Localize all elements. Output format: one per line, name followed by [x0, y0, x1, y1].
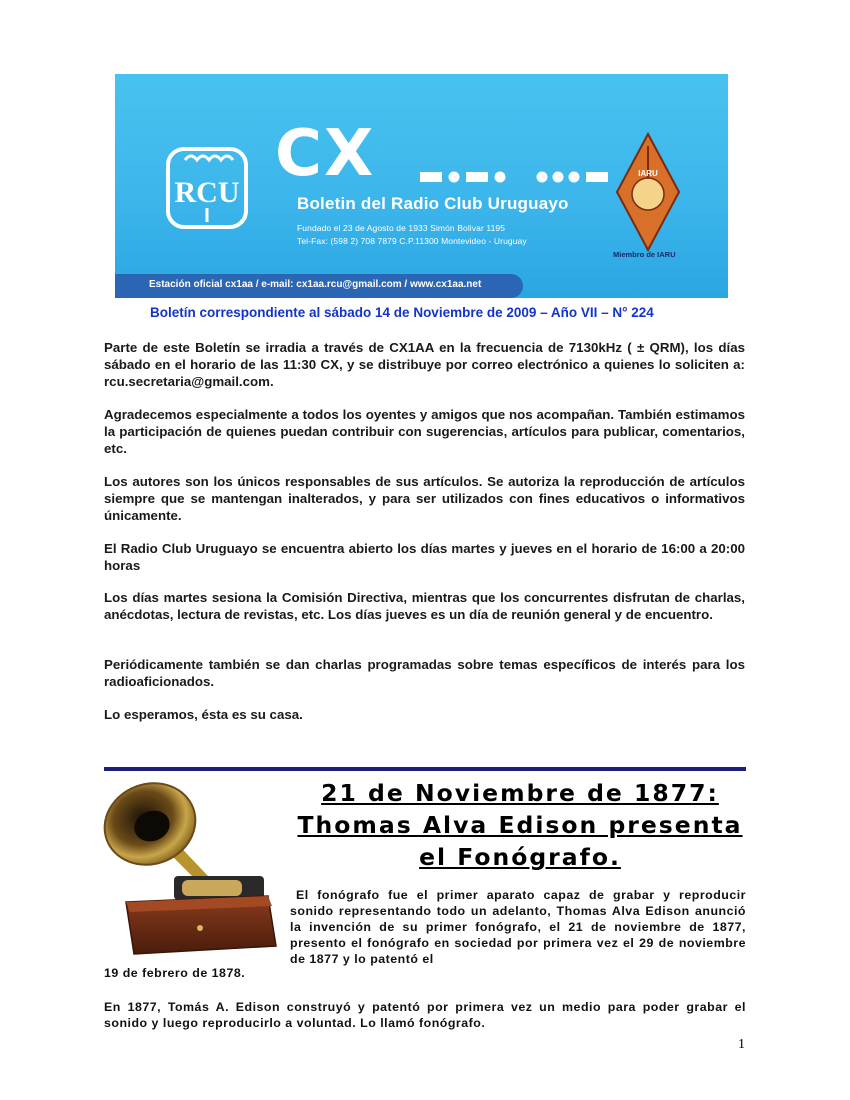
talks-paragraph: Periódicamente también se dan charlas programadas sobre temas específicos de interés para los radioaficionados.	[104, 657, 745, 689]
intro-paragraph: Parte de este Boletín se irradia a través de CX1AA en la frecuencia de 7130kHz ( ± QRM), los días sábado en el horario de las 11:30 CX, y se distribuye por correo electrónico a quienes lo soliciten a: rcu.secretaria@gmail.com.	[104, 340, 745, 389]
article-body: El fonógrafo fue el primer aparato capaz de grabar y reproducir sonido representando todo un adelanto, Thomas Alva Edison anunció la invención de su primer fonógrafo, el 21 de noviembre de 1877, presento el fonógrafo en sociedad por primera vez el 29 de noviembre de 1877 y lo patentó el	[290, 888, 746, 966]
station-info: Estación oficial cx1aa / e-mail: cx1aa.rcu@gmail.com / www.cx1aa.net	[149, 279, 482, 290]
article-heading-line-2: Thomas Alva Edison presenta	[297, 811, 743, 839]
cx-title: CX	[275, 117, 376, 191]
article-body-continuation: 19 de febrero de 1878.	[104, 966, 246, 980]
iaru-member-label: Miembro de IARU	[613, 250, 676, 259]
opening-hours-paragraph: El Radio Club Uruguayo se encuentra abierto los días martes y jueves en el horario de 16:00 a 20:00 horas	[104, 541, 745, 573]
section-divider	[104, 767, 746, 771]
svg-text:RCU: RCU	[174, 176, 240, 209]
bulletin-name: Boletin del Radio Club Uruguayo	[297, 194, 569, 213]
morse-code-graphic	[420, 162, 640, 192]
svg-text:IARU: IARU	[638, 169, 658, 178]
founded-info: Fundado el 23 de Agosto de 1933 Simón Bolivar 1195	[297, 223, 506, 233]
article-heading-line-3: el Fonógrafo.	[419, 843, 621, 871]
article-heading-line-1: 21 de Noviembre de 1877:	[321, 779, 719, 807]
page-number: 1	[738, 1037, 745, 1052]
authors-paragraph: Los autores son los únicos responsables de sus artículos. Se autoriza la reproducción de artículos siempre que se mantengan inalterados, y para ser utilizados con fines educativos o informativos únicamente.	[104, 474, 745, 523]
iaru-logo-icon	[615, 132, 681, 252]
phonograph-image	[100, 776, 286, 966]
article-paragraph-2: En 1877, Tomás A. Edison construyó y patentó por primera vez un medio para poder grabar el sonido y luego reproducirlo a voluntad. Lo llamó fonógrafo.	[104, 1000, 746, 1030]
bulletin-date-subtitle: Boletín correspondiente al sábado 14 de Noviembre de 2009 – Año VII – N° 224	[150, 305, 654, 320]
station-bar	[115, 274, 523, 298]
thanks-paragraph: Agradecemos especialmente a todos los oyentes y amigos que nos acompañan. También estimamos la participación de quienes puedan contribuir con sugerencias, artículos para publicar, comentarios, etc.	[104, 407, 745, 456]
welcome-paragraph: Lo esperamos, ésta es su casa.	[104, 707, 303, 722]
rcu-logo-icon	[165, 146, 249, 230]
header-banner	[115, 74, 728, 298]
contact-info: Tel-Fax: (598 2) 708 7879 C.P.11300 Montevideo - Uruguay	[297, 236, 527, 246]
meetings-paragraph: Los días martes sesiona la Comisión Directiva, mientras que los concurrentes disfrutan de charlas, anécdotas, lectura de revistas, etc. Los días jueves es un día de reunión general y de encuentro.	[104, 590, 745, 622]
